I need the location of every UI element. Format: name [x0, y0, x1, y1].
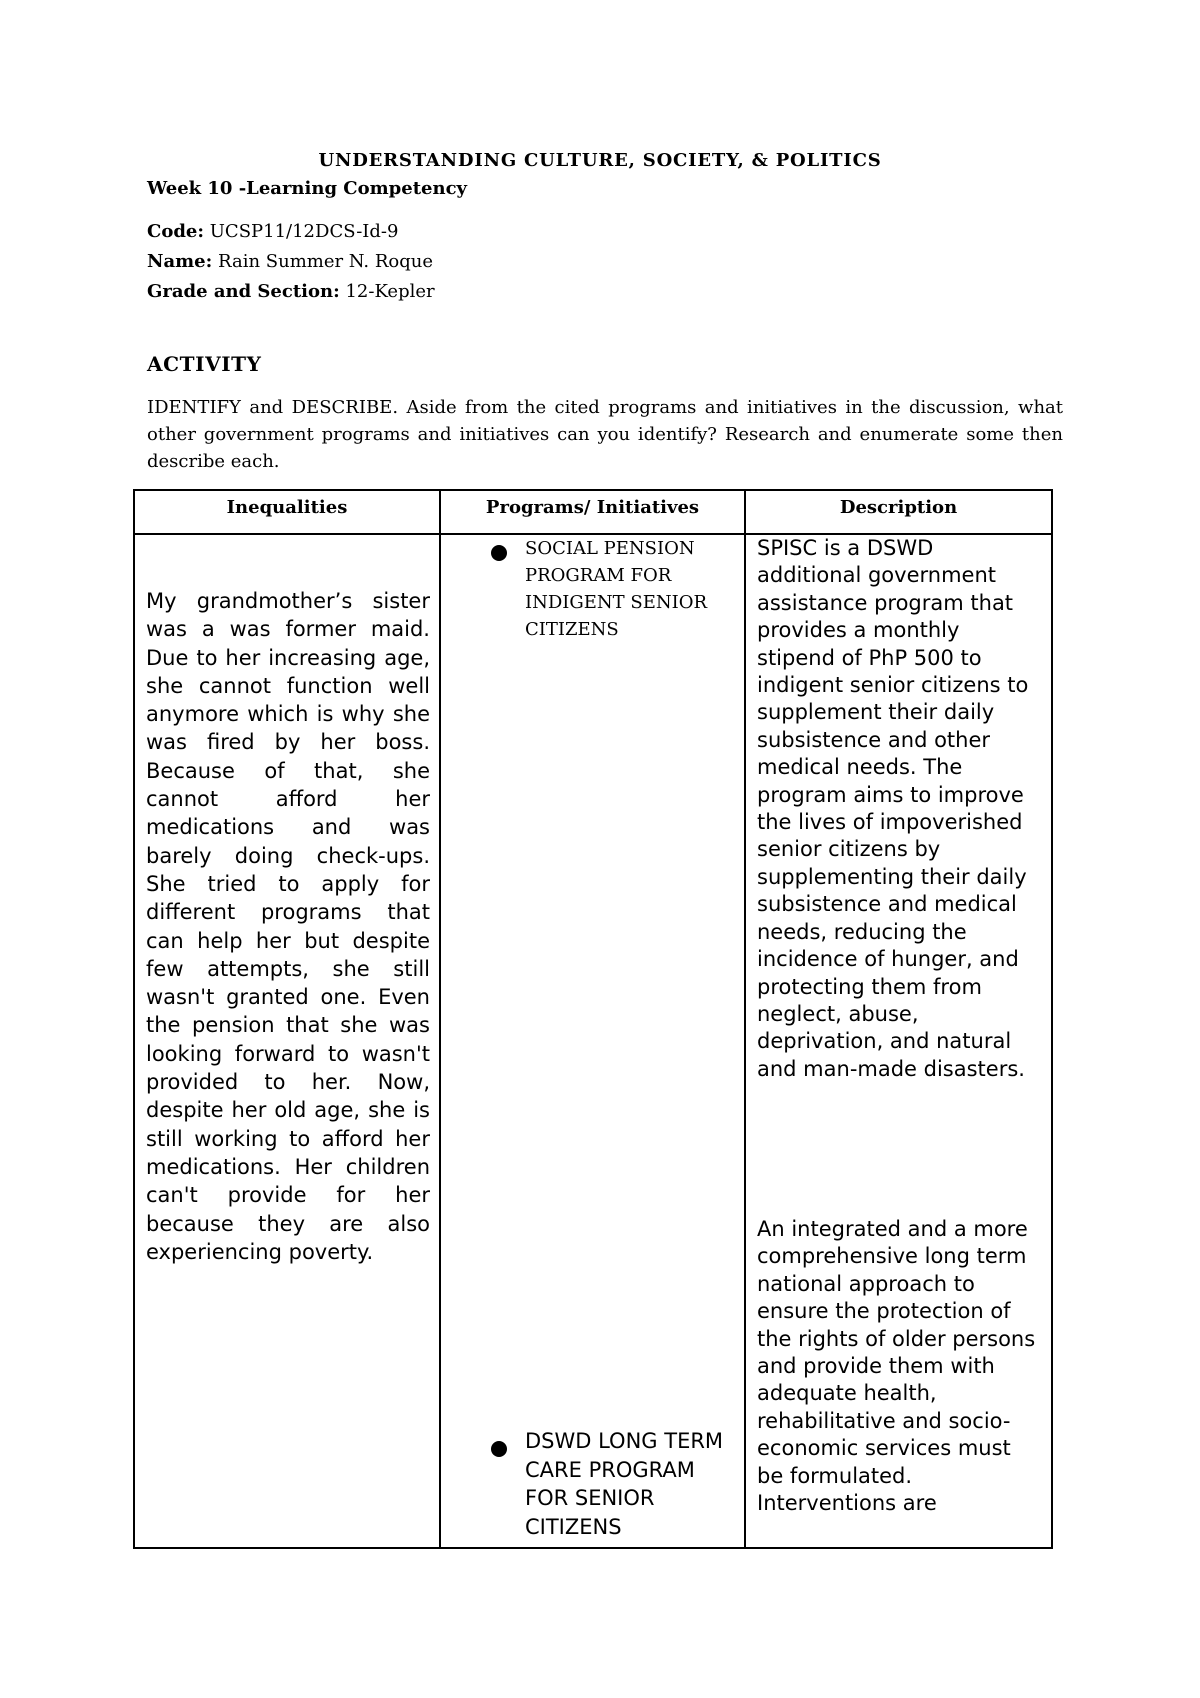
code-value: UCSP11/12DCS-Id-9	[209, 221, 399, 242]
column-header-programs: Programs/ Initiatives	[440, 490, 745, 534]
code-line	[147, 221, 398, 242]
programs-cell	[440, 534, 745, 1548]
table-header-row	[134, 490, 1052, 534]
bullet-icon	[491, 1441, 507, 1457]
grade-line	[147, 281, 435, 302]
program-item: SOCIAL PENSION PROGRAM FOR INDIGENT SENIOR CITIZENS	[525, 538, 708, 640]
description-text: SPISC is a DSWD additional government assistance program that provides a monthly stipend of PhP 500 to indigent senior citizens to supplement their daily subsistence and other medical needs. The program aims to improve the lives of impoverished senior citizens by supplementing their daily subsistence and medical needs, reducing the incidence of hunger, and protecting them from neglect, abuse, deprivation, and natural and man-made disasters.	[757, 536, 1029, 1081]
activity-heading: ACTIVITY	[147, 352, 262, 376]
program-item: DSWD LONG TERM CARE PROGRAM FOR SENIOR CITIZENS	[525, 1429, 724, 1539]
table-row	[134, 534, 1052, 1548]
code-label: Code:	[147, 221, 205, 242]
description-text: An integrated and a more comprehensive long term national approach to ensure the protection of the rights of older persons and provide them with adequate health, rehabilitative and socio-economic services must be formulated. Interventions are	[757, 1217, 1036, 1516]
grade-label: Grade and Section:	[147, 281, 340, 302]
name-value: Rain Summer N. Roque	[218, 251, 434, 272]
page-title: UNDERSTANDING CULTURE, SOCIETY, & POLITICS	[318, 150, 882, 171]
activity-table	[133, 489, 1053, 1549]
column-header-description: Description	[745, 490, 1052, 534]
column-header-inequalities: Inequalities	[134, 490, 440, 534]
description-cell	[745, 534, 1052, 1548]
week-line: Week 10 -Learning Competency	[147, 178, 467, 199]
bullet-icon	[491, 545, 507, 561]
inequality-text: My grandmother’s sister was a was former maid. Due to her increasing age, she cannot function well anymore which is why she was fired by her boss. Because of that, she cannot afford her medications and was barely doing check-ups. She tried to apply for different programs that can help her but despite few attempts, she still wasn't granted one. Even the pension that she was looking forward to wasn't provided to her. Now, despite her old age, she is still working to afford her medications. Her children can't provide for her because they are also experiencing poverty.	[146, 589, 430, 1264]
inequalities-cell	[134, 534, 440, 1548]
name-label: Name:	[147, 251, 213, 272]
activity-prompt: IDENTIFY and DESCRIBE. Aside from the cited programs and initiatives in the discussion, what other government programs and initiatives can you identify? Research and enumerate some then describe each.	[147, 397, 1063, 472]
grade-value: 12-Kepler	[345, 281, 435, 302]
name-line	[147, 251, 433, 272]
